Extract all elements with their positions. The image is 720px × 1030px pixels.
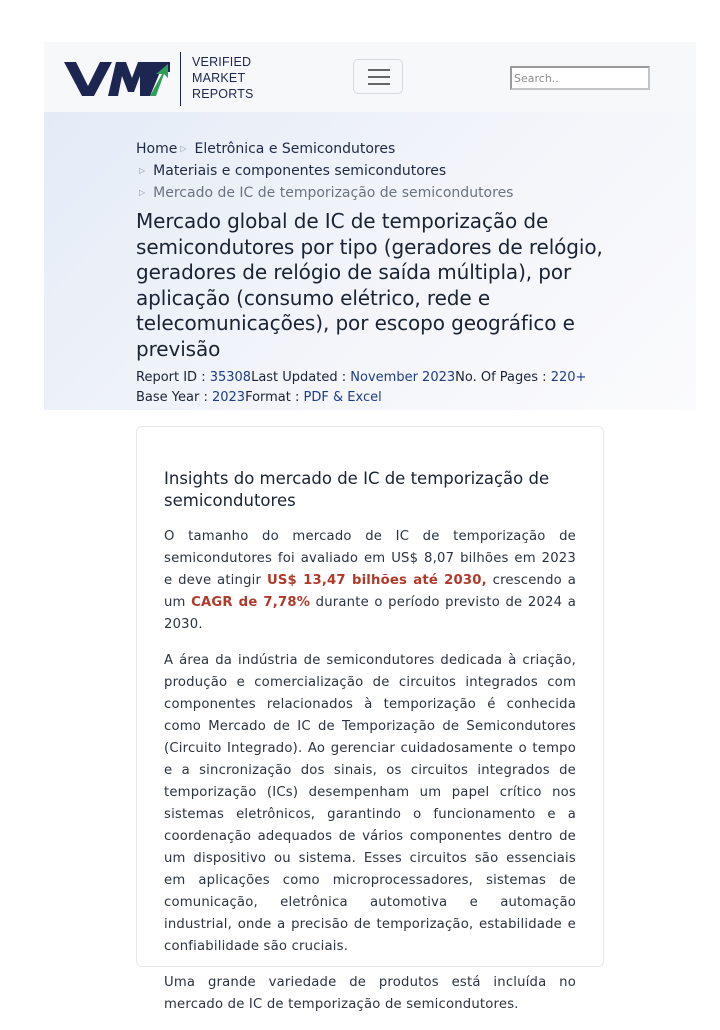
last-updated-label: Last Updated : xyxy=(251,370,351,385)
report-hero xyxy=(44,112,696,410)
logo-word-verified: VERIFIED xyxy=(192,55,252,69)
vmr-logo-mark xyxy=(64,58,172,98)
logo-wordmark xyxy=(192,54,254,102)
product-range-paragraph: Uma grande variedade de produtos está incluída no mercado de IC de temporização de semicondutores. xyxy=(164,975,576,1012)
logo-divider xyxy=(180,52,181,106)
breadcrumb-row xyxy=(136,160,513,182)
breadcrumb-row xyxy=(136,138,513,160)
breadcrumb-electronics[interactable]: Eletrônica e Semicondutores xyxy=(194,141,396,157)
search-input[interactable] xyxy=(510,66,650,90)
hamburger-icon xyxy=(368,69,390,71)
page-title: Mercado global de IC de temporização de semicondutores por tipo (geradores de relógio, geradores de relógio de saída múltipla), por aplicação (consumo elétrico, rede e telecomunicações), por escopo geográfico e previsão xyxy=(136,209,603,361)
market-size-text: durante o período previsto de 2024 a 2030. xyxy=(164,595,576,632)
format-label: Format : xyxy=(245,390,304,405)
breadcrumb-row xyxy=(136,182,513,204)
chevron-right-icon: ▷ xyxy=(139,188,146,197)
logo-word-reports: REPORTS xyxy=(192,87,254,101)
hamburger-icon-bar xyxy=(368,76,390,78)
hamburger-icon-bar xyxy=(368,83,390,85)
market-size-paragraph xyxy=(164,526,576,636)
base-year-value: 2023 xyxy=(211,390,246,405)
breadcrumb-current: Mercado de IC de temporização de semicondutores xyxy=(153,185,514,201)
site-header xyxy=(44,42,696,112)
pages-label: No. Of Pages : xyxy=(455,370,551,385)
insights-heading: Insights do mercado de IC de temporização de semicondutores xyxy=(164,469,550,510)
vmr-logo[interactable] xyxy=(64,52,254,108)
logo-word-market: MARKET xyxy=(192,71,246,85)
insights-content xyxy=(164,468,576,1030)
market-definition-paragraph: A área da indústria de semicondutores dedicada à criação, produção e comercialização de circuitos integrados com componentes relacionados à temporização é conhecida como Mercado de IC de Temporização de Semicondutores (Circuito Integrado). Ao gerenciar cuidadosamente o tempo e a sincronização dos sinais, os circuitos integrados de temporização (ICs) desempenham um papel crítico nos sistemas eletrônicos, garantindo o funcionamento e a coordenação adequados de vários componentes dentro de um dispositivo ou sistema. Esses circuitos são essenciais em aplicações como microprocessadores, sistemas de comunicação, eletrônica automotiva e automação industrial, onde a precisão de temporização, estabilidade e confiabilidade são cruciais. xyxy=(164,653,576,954)
chevron-right-icon: ▷ xyxy=(139,166,146,175)
meta-row-1 xyxy=(136,368,586,388)
report-id-label: Report ID : xyxy=(136,370,210,385)
format-value: PDF & Excel xyxy=(303,390,382,405)
insights-card xyxy=(136,426,604,1012)
cagr-highlight: CAGR de 7,78% xyxy=(191,595,311,610)
market-size-text: crescendo a um xyxy=(164,573,576,610)
meta-row-2 xyxy=(136,388,586,408)
menu-toggle-button[interactable] xyxy=(353,59,403,94)
market-size-text: O tamanho do mercado de IC de temporização de semicondutores foi avaliado em US$ 8,07 bilhões em 2023 e deve atingir xyxy=(164,529,576,588)
chevron-right-icon: ▷ xyxy=(180,144,187,153)
pages-value: 220+ xyxy=(550,370,587,385)
breadcrumb-home[interactable]: Home xyxy=(136,141,178,157)
report-id-value: 35308 xyxy=(209,370,252,385)
last-updated-value: November 2023 xyxy=(350,370,456,385)
report-meta xyxy=(136,368,586,408)
base-year-label: Base Year : xyxy=(136,390,212,405)
breadcrumb-materials[interactable]: Materiais e componentes semicondutores xyxy=(153,163,447,179)
market-value-highlight: US$ 13,47 bilhões até 2030, xyxy=(266,573,487,588)
breadcrumb xyxy=(136,138,513,204)
